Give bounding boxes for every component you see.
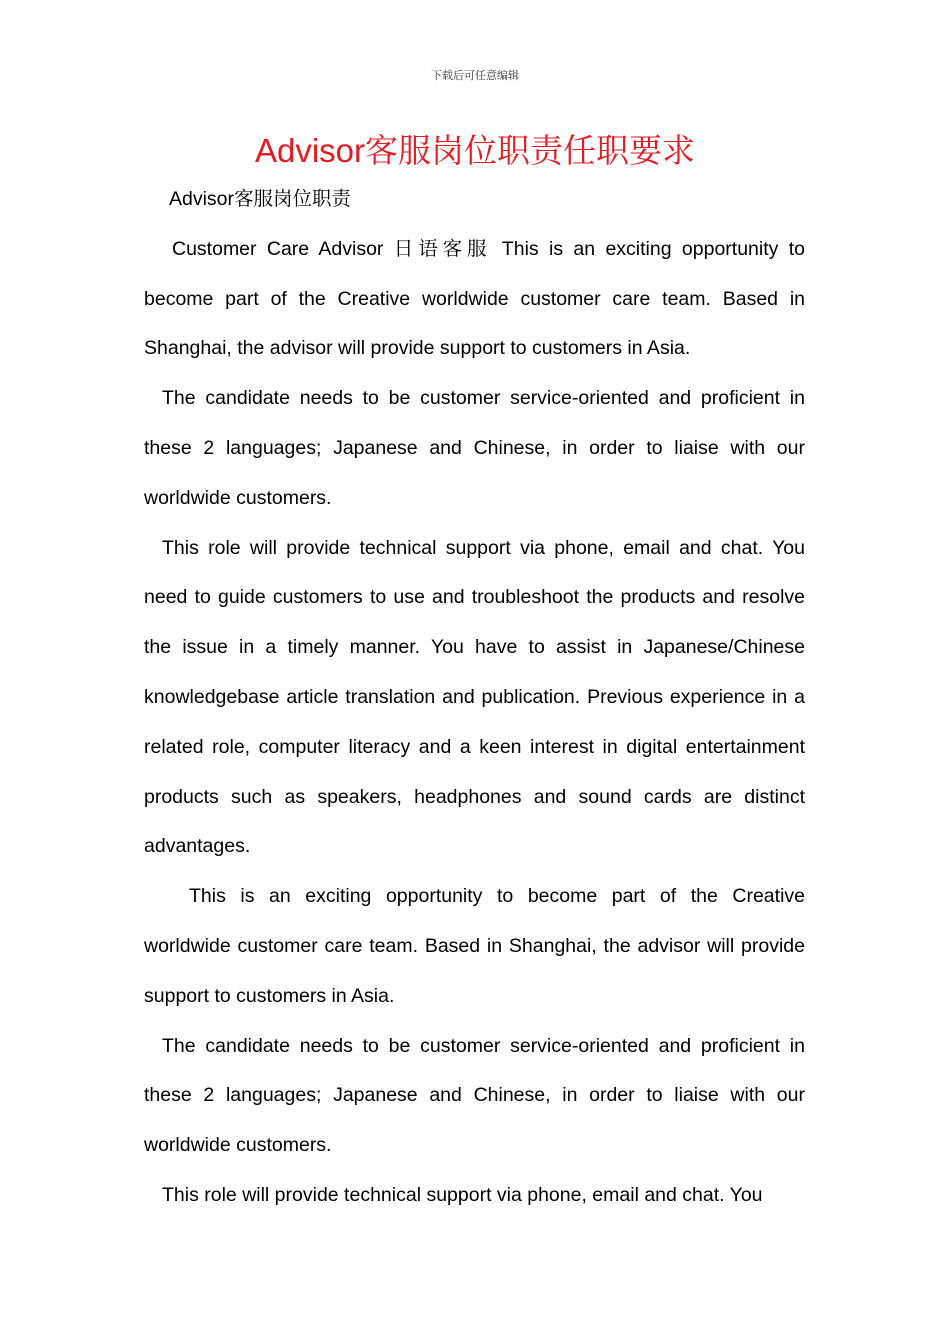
paragraph-4: This is an exciting opportunity to become part of the Creative worldwide customer care team. Based in Shanghai, the advisor will provide support to customers in Asia. [144, 885, 805, 1007]
paragraph-1: Customer Care Advisor 日语客服 This is an exciting opportunity to become part of the Creative worldwide customer care team. Based in Shanghai, the advisor will provide support to customers in Asia. [144, 237, 805, 360]
document-body [144, 175, 805, 1221]
paragraph-5: The candidate needs to be customer service-oriented and proficient in these 2 languages; Japanese and Chinese, in order to liaise with our worldwide customers. [144, 1034, 805, 1157]
paragraph-6: This role will provide technical support via phone, email and chat. You [162, 1183, 763, 1206]
document-title: Advisor客服岗位职责任职要求 [254, 132, 696, 169]
paragraph-2: The candidate needs to be customer service-oriented and proficient in these 2 languages; Japanese and Chinese, in order to liaise with our worldwide customers. [144, 387, 805, 509]
paragraph-3: This role will provide technical support via phone, email and chat. You need to guide customers to use and troubleshoot the products and resolve the issue in a timely manner. You have to assist in Japanese/Chinese knowledgebase article translation and publication. Previous experience in a related role, computer literacy and a keen interest in digital entertainment products such as speakers, headphones and sound cards are distinct advantages. [144, 536, 805, 858]
document-subtitle: Advisor客服岗位职责 [169, 188, 352, 210]
page-header-note: 下载后可任意编辑 [431, 69, 519, 82]
